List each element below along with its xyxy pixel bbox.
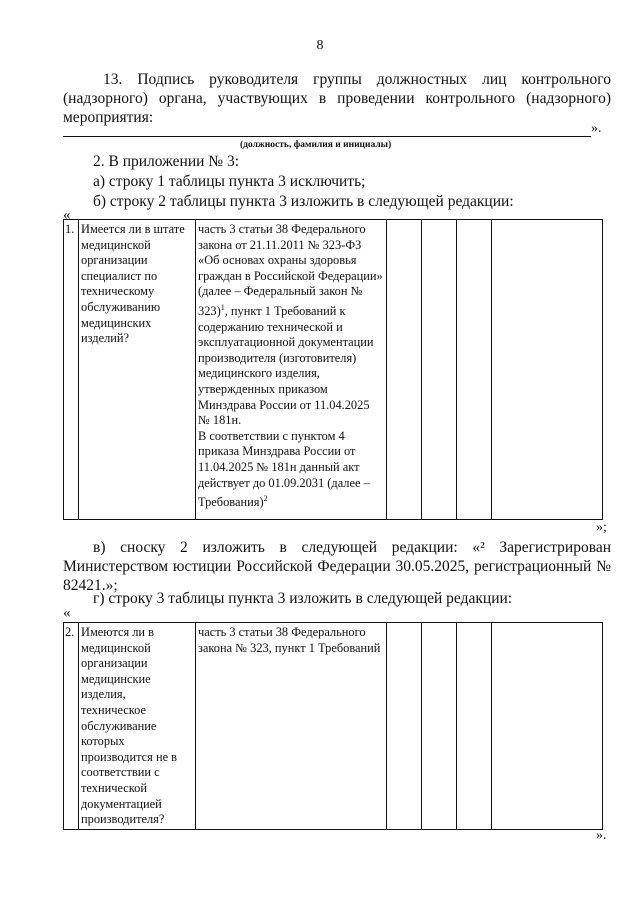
item-v-text: в) сноску 2 изложить в следующей редакции: «² Зарегистрирован Министерством юстиции Российской Федерации 30.05.2025, регистрационный № 82421.»; [63,539,611,594]
row-number: 2. [64,623,79,830]
item-b-text: б) строку 2 таблицы пункта 3 изложить в следующей редакции: [93,193,514,210]
empty-cell [422,623,457,830]
signature-line-end: ». [591,121,602,136]
appendix-3-heading: 2. В приложении № 3: [93,153,240,170]
empty-cell [492,220,603,520]
quote-open-1: « [63,207,71,223]
empty-cell [492,623,603,830]
item-13-text: 13. Подпись руководителя группы должностных лиц контрольного (надзорного) органа, участвующих в проведении контрольного (надзорного) мероприятия: [63,71,611,126]
table-2-end: ». [596,828,607,843]
legal-reference-cell: часть 3 статьи 38 Федерального закона от 21.11.2011 № 323-ФЗ «Об основах охраны здоровья граждан в Российской Федерации» (далее – Федеральный закон № 323)$^1$, пункт 1 Требований к содержанию технической и эксплуатационной документации производителя (изготовителя) медицинского изделия, утвержденных приказом Минздрава России от 11.04.2025 № 181н. В соответствии с пунктом 4 приказа Минздрава России от 11.04.2025 № 181н данный акт действует до 01.09.2031 (далее – Требования)$^2$ [196,220,387,520]
signature-caption: (должность, фамилия и инициалы) [240,140,392,150]
table-1-end: »; [596,520,607,535]
empty-cell [457,220,492,520]
empty-cell [457,623,492,830]
table-row-1 [63,219,603,520]
legal-reference-cell: часть 3 статьи 38 Федерального закона № 323, пункт 1 Требований [196,623,387,830]
question-cell: Имеются ли в медицинской организации медицинские изделия, техническое обслуживание которых производится не в соответствии с технической документацией производителя? [79,623,196,830]
empty-cell [422,220,457,520]
quote-open-2: « [63,605,71,621]
table-row-2 [63,622,603,830]
signature-line [63,128,591,137]
question-cell: Имеется ли в штате медицинской организации специалист по техническому обслуживанию медицинских изделий? [79,220,196,520]
item-g-text: г) строку 3 таблицы пункта 3 изложить в следующей редакции: [93,590,513,607]
row-number: 1. [64,220,79,520]
empty-cell [387,220,422,520]
page-number: 8 [316,38,324,53]
empty-cell [387,623,422,830]
item-a-text: а) строку 1 таблицы пункта 3 исключить; [93,173,366,190]
